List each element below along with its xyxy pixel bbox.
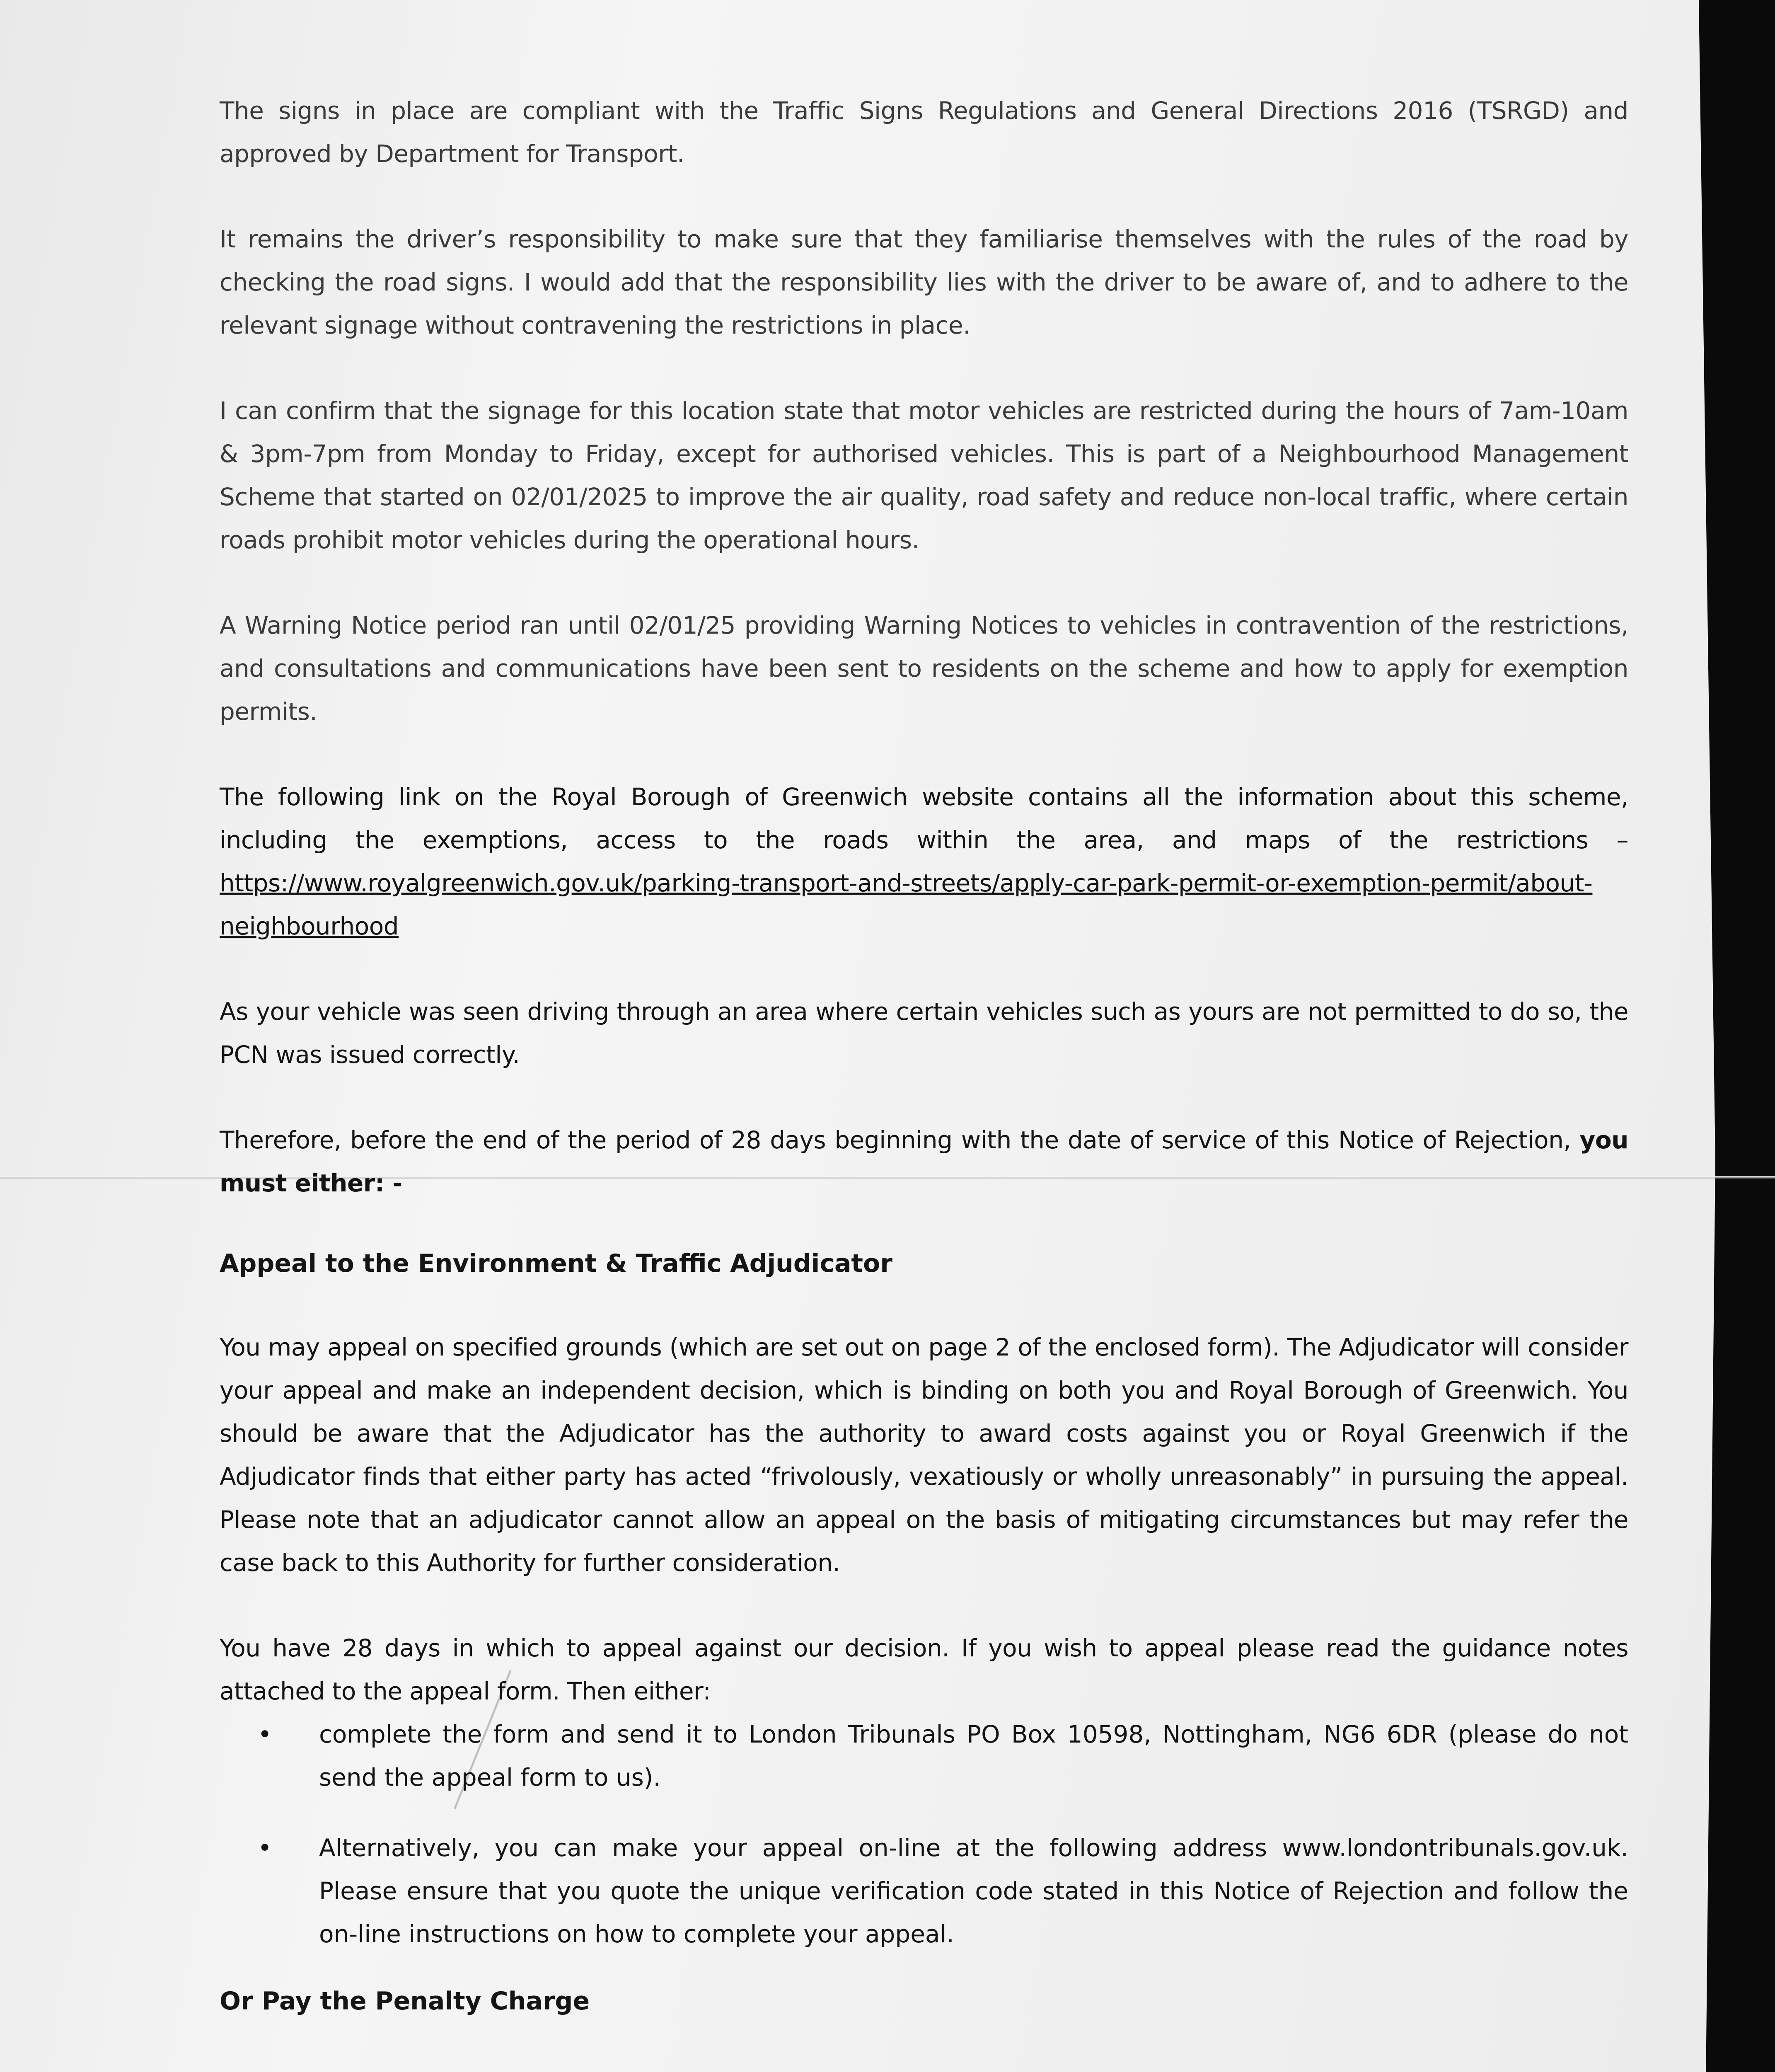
paragraph-scheme-link: [220, 775, 1628, 948]
paragraph-therefore: [220, 1118, 1628, 1205]
paragraph-signage-confirmation: I can confirm that the signage for this location state that motor vehicles are restricted during the hours of 7am-10am & 3pm-7pm from Monday to Friday, except for authorised vehicles. This is part of a Neighbourhood Management Scheme that started on 02/01/2025 to improve the air quality, road safety and reduce non-local traffic, where certain roads prohibit motor vehicles during the operational hours.: [220, 397, 1628, 554]
bullet-icon: •: [258, 1834, 272, 1862]
list-item: [258, 1713, 1628, 1799]
therefore-text: Therefore, before the end of the period of 28 days beginning with the date of service of this Notice of Rejection,: [220, 1126, 1571, 1154]
paragraph-signs-compliant: The signs in place are compliant with the Traffic Signs Regulations and General Directions 2016 (TSRGD) and approved by Department for Transport.: [220, 97, 1628, 168]
greenwich-scheme-link[interactable]: https://www.royalgreenwich.gov.uk/parking-transport-and-streets/apply-car-park-permit-or-exemption-permit/about-neighbourhood: [220, 869, 1593, 940]
appeal-heading: Appeal to the Environment & Traffic Adjudicator: [220, 1249, 892, 1278]
paragraph-pcn-issued: As your vehicle was seen driving through an area where certain vehicles such as yours are not permitted to do so, the PCN was issued correctly.: [220, 997, 1628, 1069]
link-intro-text: The following link on the Royal Borough of Greenwich website contains all the information about this scheme, including the exemptions, access to the roads within the area, and maps of the restrictions –: [220, 783, 1628, 854]
bullet-icon: •: [258, 1720, 272, 1748]
appeal-option-post: complete the form and send it to London Tribunals PO Box 10598, Nottingham, NG6 6DR (please do not send the appeal form to us).: [319, 1720, 1628, 1791]
appeal-options-list: [220, 1713, 1628, 1956]
paragraph-driver-responsibility: It remains the driver’s responsibility to make sure that they familiarise themselves with the rules of the road by checking the road signs. I would add that the responsibility lies with the driver to be aware of, and to adhere to the relevant signage without contravening the restrictions in place.: [220, 225, 1628, 339]
pay-penalty-heading: Or Pay the Penalty Charge: [220, 1987, 590, 2016]
paragraph-appeal-grounds: You may appeal on specified grounds (which are set out on page 2 of the enclosed form). The Adjudicator will consider your appeal and make an independent decision, which is binding on both you and Royal Borough of Greenwich. You should be aware that the Adjudicator has the authority to award costs against you or Royal Greenwich if the Adjudicator finds that either party has acted “frivolously, vexatiously or wholly unreasonably” in pursuing the appeal. Please note that an adjudicator cannot allow an appeal on the basis of mitigating circumstances but may refer the case back to this Authority for further consideration.: [220, 1333, 1628, 1577]
paragraph-warning-notice: A Warning Notice period ran until 02/01/25 providing Warning Notices to vehicles in contravention of the restrictions, and consultations and communications have been sent to residents on the scheme and how to apply for exemption permits.: [220, 611, 1628, 726]
paragraph-days-to-appeal: You have 28 days in which to appeal against our decision. If you wish to appeal please read the guidance notes attached to the appeal form. Then either:: [220, 1634, 1628, 1705]
list-item: [258, 1826, 1628, 1956]
must-either-text: you must either: -: [220, 1126, 1628, 1197]
appeal-option-online: Alternatively, you can make your appeal on-line at the following address www.londontribunals.gov.uk. Please ensure that you quote the unique verification code stated in this Notice of Rejection and follow the on-line instructions on how to complete your appeal.: [319, 1834, 1628, 1948]
letter-body: [220, 89, 1628, 2063]
